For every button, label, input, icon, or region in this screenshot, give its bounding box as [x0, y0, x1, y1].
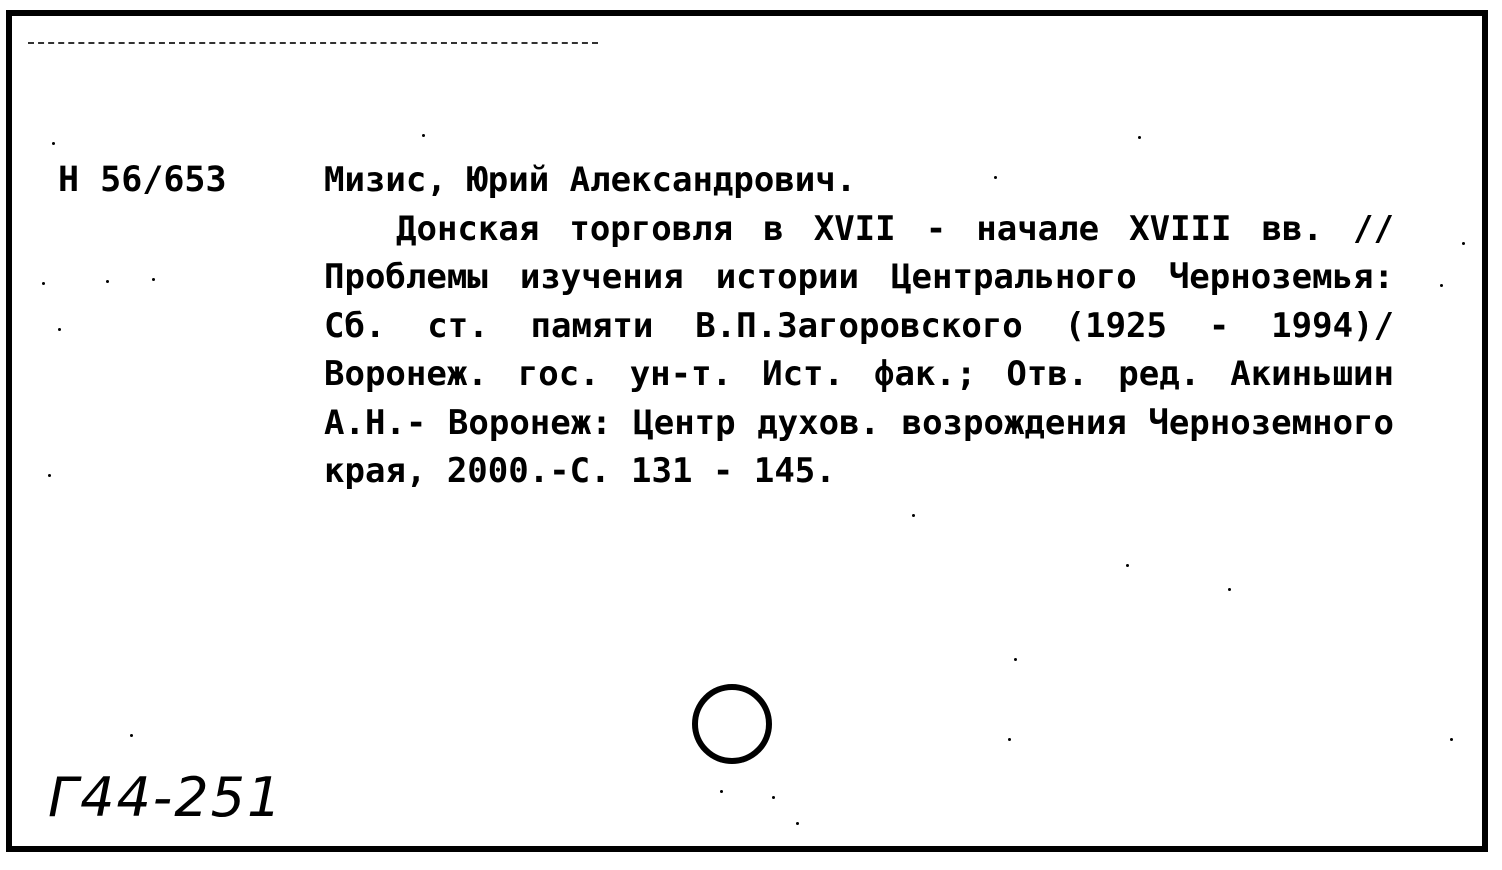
speck	[152, 278, 155, 281]
author-name: Мизис, Юрий Александрович.	[324, 160, 857, 200]
speck	[1462, 242, 1465, 245]
speck	[422, 134, 425, 137]
speck	[994, 176, 997, 179]
bibliographic-description: Донская торговля в XVII - начале XVIII вв. // Проблемы изучения истории Центрального Черноземья: Сб. ст. памяти В.П.Загоровского (1925 - 1994)/ Воронеж. гос. ун-т. Ист. фак.; Отв. ред. Акиньшин А.Н.- Воронеж: Центр духов. возрождения Черноземного края, 2000.-С. 131 - 145.	[324, 208, 1394, 491]
bibliographic-entry	[324, 156, 1394, 496]
speck	[1450, 738, 1453, 741]
speck	[52, 142, 55, 145]
speck	[1126, 564, 1129, 567]
speck	[1008, 738, 1011, 741]
call-number: Н 56/653	[58, 160, 227, 200]
punch-hole	[692, 684, 772, 764]
speck	[42, 282, 45, 285]
top-dashed-line	[28, 42, 598, 44]
speck	[130, 734, 133, 737]
catalog-card	[6, 10, 1488, 852]
speck	[48, 474, 51, 477]
speck	[796, 822, 799, 825]
speck	[1440, 284, 1443, 287]
handwritten-code: Г44-251	[48, 766, 284, 829]
speck	[1014, 658, 1017, 661]
speck	[912, 514, 915, 517]
speck	[1138, 136, 1141, 139]
speck	[106, 280, 109, 283]
speck	[720, 790, 723, 793]
speck	[58, 328, 61, 331]
speck	[772, 796, 775, 799]
speck	[1228, 588, 1231, 591]
